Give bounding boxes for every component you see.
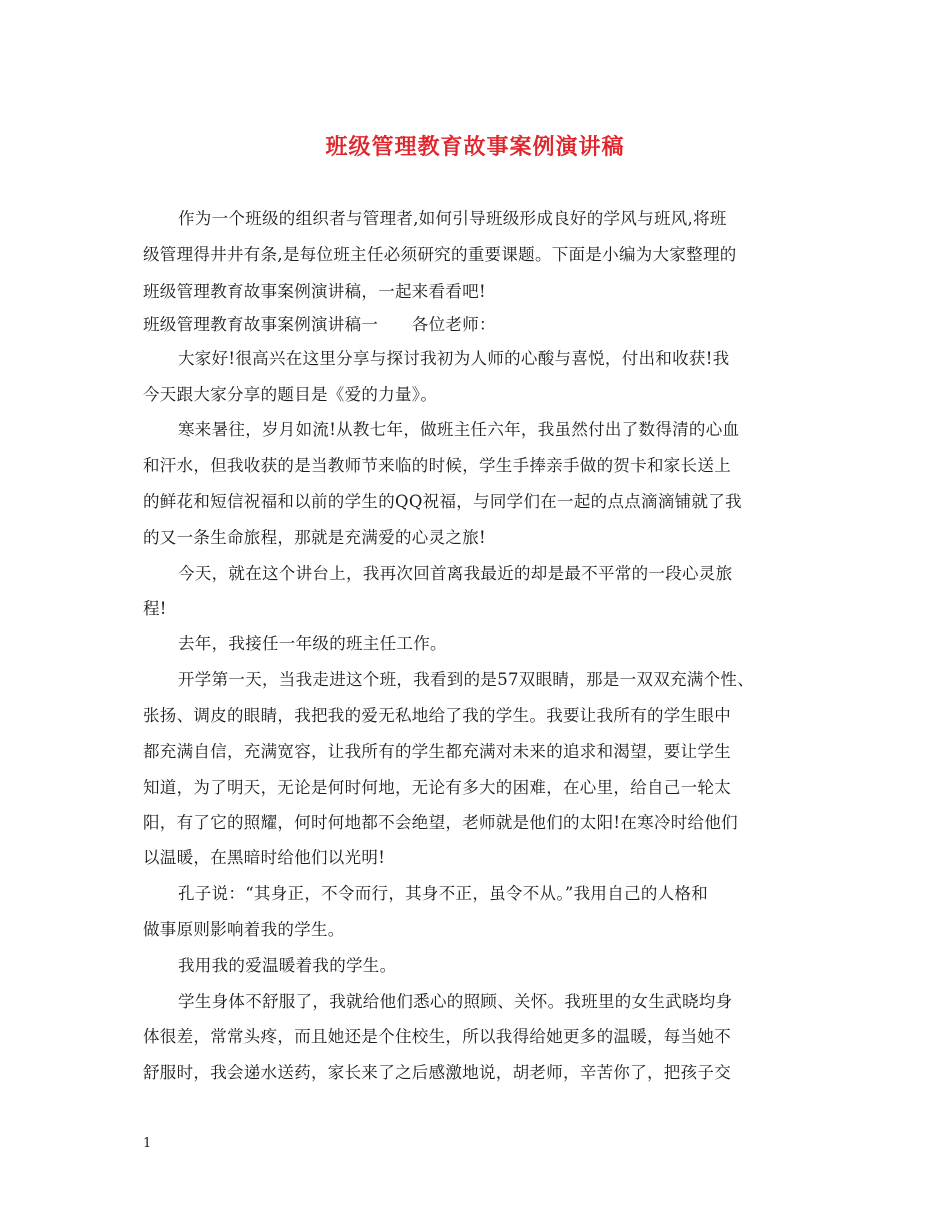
text-line: 阳，有了它的照耀，何时何地都不会绝望，老师就是他们的太阳!在寒冷时给他们 xyxy=(143,813,738,832)
text-line: 和汗水，但我收获的是当教师节来临的时候，学生手捧亲手做的贺卡和家长送上 xyxy=(143,456,731,475)
text-line: 班级管理教育故事案例演讲稿，一起来看看吧! xyxy=(143,282,486,301)
text-line: 体很差，常常头疼，而且她还是个住校生，所以我得给她更多的温暖，每当她不 xyxy=(143,1027,731,1046)
text-line: 大家好!很高兴在这里分享与探讨我初为人师的心酸与喜悦，付出和收获!我 xyxy=(178,349,730,368)
text-line: 知道，为了明天，无论是何时何地，无论有多大的困难，在心里，给自己一轮太 xyxy=(143,778,731,797)
text-line: 去年，我接任一年级的班主任工作。 xyxy=(178,634,447,653)
text-line: 以温暖，在黑暗时给他们以光明! xyxy=(143,848,386,867)
text-line: 今天跟大家分享的题目是《爱的力量》。 xyxy=(143,385,438,404)
text-line: 张扬、调皮的眼睛，我把我的爱无私地给了我的学生。我要让我所有的学生眼中 xyxy=(143,706,731,725)
text-line: 都充满自信，充满宽容，让我所有的学生都充满对未来的追求和渴望，要让学生 xyxy=(143,742,731,761)
text-line: 开学第一天，当我走进这个班，我看到的是57双眼睛，那是一双双充满个性、 xyxy=(178,670,754,689)
text-line: 寒来暑往，岁月如流!从教七年，做班主任六年，我虽然付出了数得清的心血 xyxy=(178,420,740,439)
text-line: 学生身体不舒服了，我就给他们悉心的照顾、关怀。我班里的女生武晓均身 xyxy=(178,992,733,1011)
text-line: 班级管理教育故事案例演讲稿一 各位老师： xyxy=(143,315,496,334)
text-line: 今天，就在这个讲台上，我再次回首离我最近的却是最不平常的一段心灵旅 xyxy=(178,564,733,583)
text-line: 程! xyxy=(143,599,167,618)
text-line: 我用我的爱温暖着我的学生。 xyxy=(178,956,397,975)
page-number: 1 xyxy=(143,1136,152,1151)
text-line: 作为一个班级的组织者与管理者,如何引导班级形成良好的学风与班风,将班 xyxy=(178,209,727,228)
text-line: 做事原则影响着我的学生。 xyxy=(143,920,345,939)
text-line: 舒服时，我会递水送药，家长来了之后感激地说，胡老师，辛苦你了，把孩子交 xyxy=(143,1063,731,1082)
text-line: 的又一条生命旅程，那就是充满爱的心灵之旅! xyxy=(143,528,486,547)
document-title: 班级管理教育故事案例演讲稿 xyxy=(325,134,625,160)
text-line: 级管理得井井有条,是每位班主任必须研究的重要课题。下面是小编为大家整理的 xyxy=(143,245,737,264)
text-line: 孔子说：“其身正，不令而行，其身不正，虽令不从。”我用自己的人格和 xyxy=(178,884,709,903)
text-line: 的鲜花和短信祝福和以前的学生的QQ祝福，与同学们在一起的点点滴滴铺就了我 xyxy=(143,492,742,511)
